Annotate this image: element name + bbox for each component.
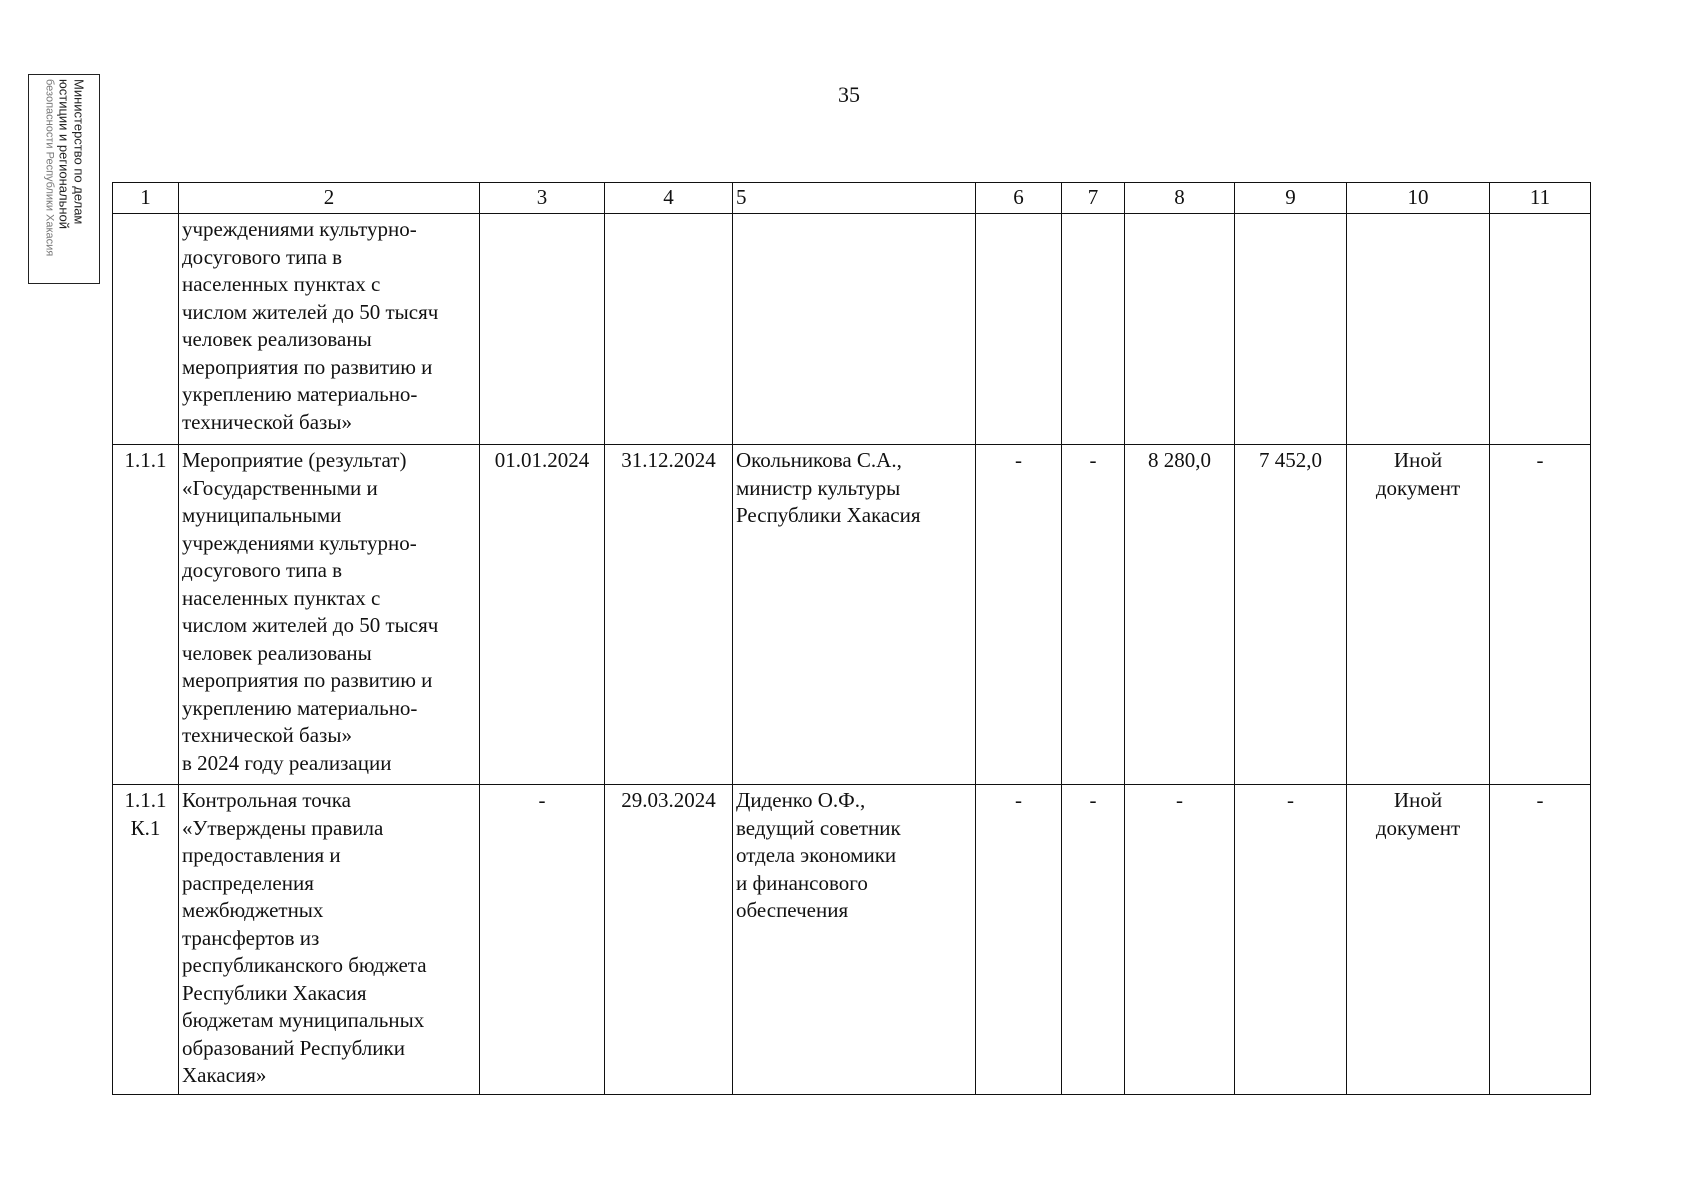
cell-col-9: [1235, 214, 1347, 445]
cell-end-date: 31.12.2024: [605, 445, 733, 785]
table-row: [113, 445, 1591, 785]
header-col-6: 6: [976, 183, 1062, 214]
table-row: [113, 214, 1591, 445]
header-col-2: 2: [179, 183, 480, 214]
table-row: [113, 785, 1591, 1095]
cell-responsible: Диденко О.Ф., ведущий советник отдела экономики и финансового обеспечения: [733, 785, 976, 1095]
cell-start-date: 01.01.2024: [480, 445, 605, 785]
stamp-text: [42, 79, 87, 279]
header-col-8: 8: [1125, 183, 1235, 214]
cell-responsible: Окольникова С.А., министр культуры Республики Хакасия: [733, 445, 976, 785]
cell-col-7: -: [1062, 785, 1125, 1095]
cell-end-date: [605, 214, 733, 445]
cell-responsible: [733, 214, 976, 445]
page-number: 35: [838, 82, 860, 107]
cell-number: [113, 214, 179, 445]
cell-start-date: -: [480, 785, 605, 1095]
stamp-line-2: юстиции и региональной: [56, 79, 72, 230]
header-col-3: 3: [480, 183, 605, 214]
cell-col-8: -: [1125, 785, 1235, 1095]
stamp-line-1: Министерство по делам: [71, 79, 87, 225]
cell-start-date: [480, 214, 605, 445]
cell-col-10: [1347, 214, 1490, 445]
header-col-1: 1: [113, 183, 179, 214]
header-col-4: 4: [605, 183, 733, 214]
cell-col-11: -: [1490, 445, 1591, 785]
cell-col-10: Иной документ: [1347, 785, 1490, 1095]
cell-col-7: -: [1062, 445, 1125, 785]
stamp-line-3: безопасности Республики Хакасия: [43, 79, 56, 257]
header-col-11: 11: [1490, 183, 1591, 214]
header-col-7: 7: [1062, 183, 1125, 214]
cell-col-11: [1490, 214, 1591, 445]
cell-col-8: 8 280,0: [1125, 445, 1235, 785]
cell-name: Мероприятие (результат) «Государственными и муниципальными учреждениями культурно- досугового типа в населенных пунктах с числом жителей до 50 тысяч человек реализованы мероприятия по развитию и укреплению материально- технической базы» в 2024 году реализации: [179, 445, 480, 785]
cell-col-6: [976, 214, 1062, 445]
cell-col-11: -: [1490, 785, 1591, 1095]
cell-name: Контрольная точка «Утверждены правила предоставления и распределения межбюджетных трансфертов из республиканского бюджета Республики Хакасия бюджетам муниципальных образований Республики Хакасия»: [179, 785, 480, 1095]
cell-col-9: -: [1235, 785, 1347, 1095]
header-col-10: 10: [1347, 183, 1490, 214]
cell-col-8: [1125, 214, 1235, 445]
cell-col-6: -: [976, 445, 1062, 785]
cell-number: 1.1.1 К.1: [113, 785, 179, 1095]
header-col-5: 5: [733, 183, 976, 214]
cell-name: учреждениями культурно- досугового типа в населенных пунктах с числом жителей до 50 тысяч человек реализованы мероприятия по развитию и укреплению материально- технической базы»: [179, 214, 480, 445]
cell-col-6: -: [976, 785, 1062, 1095]
cell-col-9: 7 452,0: [1235, 445, 1347, 785]
header-col-9: 9: [1235, 183, 1347, 214]
plan-table: [112, 182, 1591, 1095]
cell-col-7: [1062, 214, 1125, 445]
cell-number: 1.1.1: [113, 445, 179, 785]
table-header-row: [113, 183, 1591, 214]
cell-col-10: Иной документ: [1347, 445, 1490, 785]
cell-end-date: 29.03.2024: [605, 785, 733, 1095]
